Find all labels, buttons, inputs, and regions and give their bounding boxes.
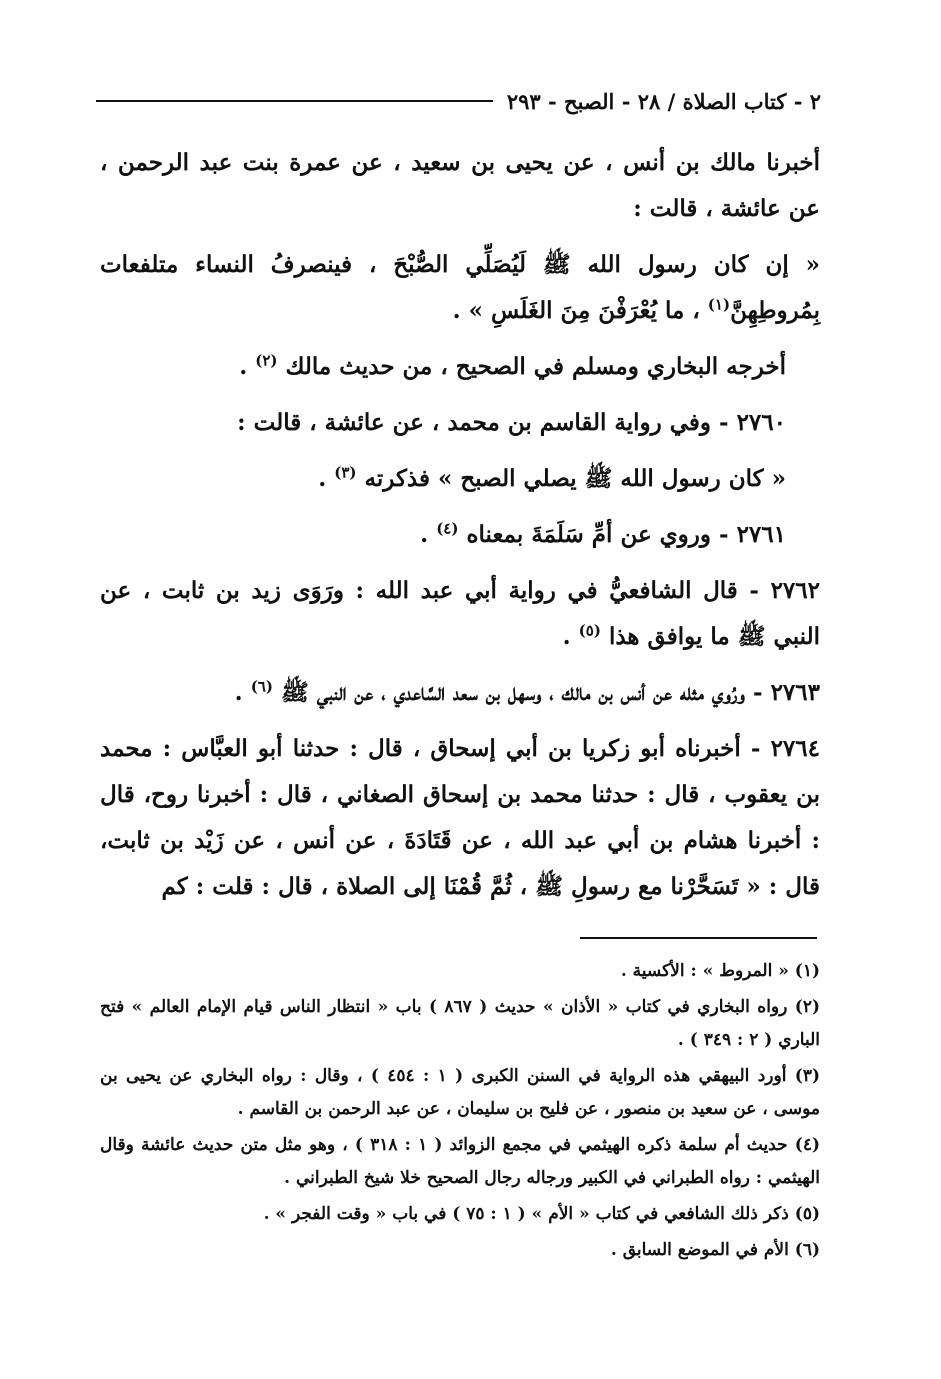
footnote-separator	[580, 937, 817, 939]
takhrij-text: أخرجه البخاري ومسلم في الصحيح ، من حديث مالك	[285, 353, 786, 380]
hadith-2762-end: .	[562, 623, 571, 650]
footnote-ref-1: (١)	[707, 295, 731, 314]
hadith-2763	[100, 670, 820, 716]
footnote-4: (٤) حديث أم سلمة ذكره الهيثمي في مجمع الزوائد ( ١ : ٣١٨ ) ، وهو مثل متن حديث عائشة وقال الهيثمي : رواه الطبراني في الكبير ورجاله رجال الصحيح خلا شيخ الطبراني .	[100, 1135, 820, 1188]
header-rule	[96, 100, 493, 102]
hadith-2763-text: ٢٧٦٣ - ورُوي مثله عن أنس بن مالك ، وسهل بن سعد السَّاعدي ، عن النبي ﷺ	[280, 679, 820, 706]
hadith-2760-matn	[100, 456, 820, 502]
running-header-title: ٢ - كتاب الصلاة / ٢٨ - الصبح - ٢٩٣	[506, 88, 821, 114]
footnote-ref-3: (٣)	[334, 463, 357, 482]
takhrij-end: .	[239, 353, 248, 380]
footnote-ref-5: (٥)	[578, 621, 601, 640]
footnote-1: (١) « المروط » : الأكسية .	[620, 961, 820, 981]
hadith-2763-end: .	[234, 679, 243, 706]
footnote-3: (٣) أورد البيهقي هذه الرواية في السنن الكبرى ( ١ : ٤٥٤ ) ، وقال : رواه البخاري عن يحيى بن موسى ، عن سعيد بن منصور ، عن فليح بن سليمان ، عن عبد الرحمن بن القاسم .	[100, 1066, 821, 1119]
footnote-6: (٦) الأم في الموضع السابق .	[610, 1240, 820, 1260]
footnotes	[100, 955, 820, 1270]
page-header	[96, 84, 821, 118]
footnote-ref-6: (٦)	[250, 677, 273, 696]
footnote-ref-2: (٢)	[255, 351, 278, 370]
hadith-2761-text: ٢٧٦١ - وروي عن أمِّ سَلَمَةَ بمعناه	[466, 521, 786, 548]
hadith-2764: ٢٧٦٤ - أخبرناه أبو زكريا بن أبي إسحاق ، قال : حدثنا أبو العبَّاس : محمد بن يعقوب ، قال : حدثنا محمد بن إسحاق الصغاني ، قال : أخبرنا روح، قال : أخبرنا هشام بن أبي عبد الله ، عن قَتَادَةَ ، عن أنس ، عن زَيْد بن ثابت، قال : « تَسَحَّرْنا مع رسولِ ﷺ ، ثُمَّ قُمْنَا إلى الصلاة ، قال : قلت : كم	[100, 735, 820, 900]
hadith-2761	[100, 512, 820, 558]
footnote-2: (٢) رواه البخاري في كتاب « الأذان » حديث ( ٨٦٧ ) باب « انتظار الناس قيام الإمام العالم » فتح الباري ( ٢ : ٣٤٩ ) .	[100, 997, 820, 1050]
hadith-matn-end: ، ما يُعْرَفْنَ مِنَ الغَلَسِ » .	[452, 297, 700, 324]
footnote-ref-4: (٤)	[436, 519, 459, 538]
hadith-matn-text: « إن كان رسول الله ﷺ لَيُصَلِّي الصُّبْحَ ، فينصرفُ النساء متلفعات بِمُروطِهِنَّ	[100, 251, 820, 324]
footnote-5: (٥) ذكر ذلك الشافعي في كتاب « الأم » ( ١ : ٧٥ ) في باب « وقت الفجر » .	[263, 1204, 820, 1224]
hadith-2760-matn-end: .	[318, 465, 327, 492]
hadith-2762-text: ٢٧٦٢ - قال الشافعيُّ في رواية أبي عبد الله : ورَوَى زيد بن ثابت ، عن النبي ﷺ ما يوافق هذا	[100, 577, 820, 650]
hadith-2760: ٢٧٦٠ - وفي رواية القاسم بن محمد ، عن عائشة ، قالت :	[237, 409, 786, 436]
main-text	[100, 140, 820, 920]
hadith-2761-end: .	[420, 521, 429, 548]
hadith-matn	[100, 242, 820, 334]
hadith-2760-matn-text: « كان رسول الله ﷺ يصلي الصبح » فذكرته	[364, 465, 786, 492]
takhrij-note	[100, 344, 820, 390]
hadith-isnad: أخبرنا مالك بن أنس ، عن يحيى بن سعيد ، عن عمرة بنت عبد الرحمن ، عن عائشة ، قالت :	[100, 149, 820, 222]
hadith-2762	[100, 568, 820, 660]
